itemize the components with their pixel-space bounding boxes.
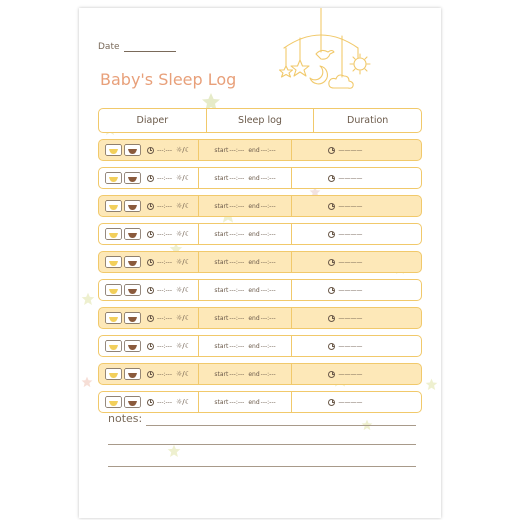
duration-blank: ————	[338, 398, 363, 406]
time-blank: ---:---	[157, 258, 173, 266]
dirty-diaper-icon	[124, 312, 141, 324]
notes-line[interactable]	[108, 466, 416, 467]
end-label: end	[248, 314, 260, 322]
dirty-diaper-icon	[124, 396, 141, 408]
clock-icon	[147, 343, 154, 350]
duration-blank: ————	[338, 370, 363, 378]
start-blank: ---:---	[229, 202, 245, 210]
dirty-diaper-icon	[124, 340, 141, 352]
table-row	[98, 139, 422, 161]
wet-diaper-icon	[105, 396, 122, 408]
end-blank: ---:---	[260, 286, 276, 294]
clock-icon	[147, 287, 154, 294]
start-blank: ---:---	[229, 370, 245, 378]
table-row	[98, 167, 422, 189]
start-blank: ---:---	[229, 314, 245, 322]
start-label: start	[214, 342, 229, 350]
start-blank: ---:---	[229, 230, 245, 238]
wet-diaper-icon	[105, 256, 122, 268]
sleep-log-cell[interactable]	[198, 168, 292, 188]
date-label: Date	[98, 42, 120, 52]
sleep-log-page	[79, 8, 441, 518]
start-blank: ---:---	[229, 258, 245, 266]
duration-blank: ————	[338, 146, 363, 154]
table-header	[98, 108, 422, 133]
time-blank: ---:---	[157, 230, 173, 238]
sleep-log-table	[98, 108, 422, 413]
page-title: Baby's Sleep Log	[100, 70, 237, 89]
duration-blank: ————	[338, 258, 363, 266]
clock-icon	[147, 259, 154, 266]
end-label: end	[248, 202, 260, 210]
sun-moon-icon: ☼/☾	[176, 314, 191, 322]
wet-diaper-icon	[105, 200, 122, 212]
dirty-diaper-icon	[124, 144, 141, 156]
duration-blank: ————	[338, 174, 363, 182]
table-row	[98, 363, 422, 385]
wet-diaper-icon	[105, 284, 122, 296]
baby-mobile-icon	[264, 8, 384, 94]
diaper-cell[interactable]	[99, 280, 198, 300]
wet-diaper-icon	[105, 228, 122, 240]
wet-diaper-icon	[105, 312, 122, 324]
header-sleep-log: Sleep log	[206, 109, 314, 132]
sleep-log-cell[interactable]	[198, 196, 292, 216]
table-row	[98, 307, 422, 329]
time-blank: ---:---	[157, 398, 173, 406]
sleep-log-cell[interactable]	[198, 280, 292, 300]
start-label: start	[214, 230, 229, 238]
dirty-diaper-icon	[124, 368, 141, 380]
end-label: end	[248, 286, 260, 294]
end-blank: ---:---	[260, 398, 276, 406]
clock-icon	[328, 203, 335, 210]
start-label: start	[214, 146, 229, 154]
duration-cell[interactable]	[291, 280, 421, 300]
dirty-diaper-icon	[124, 172, 141, 184]
clock-icon	[328, 315, 335, 322]
duration-cell[interactable]	[291, 308, 421, 328]
duration-cell[interactable]	[291, 224, 421, 244]
clock-icon	[147, 315, 154, 322]
end-blank: ---:---	[260, 230, 276, 238]
end-blank: ---:---	[260, 370, 276, 378]
clock-icon	[147, 147, 154, 154]
star-icon	[425, 378, 438, 391]
dirty-diaper-icon	[124, 256, 141, 268]
sun-moon-icon: ☼/☾	[176, 342, 191, 350]
clock-icon	[147, 231, 154, 238]
header-diaper: Diaper	[136, 115, 169, 126]
duration-blank: ————	[338, 314, 363, 322]
wet-diaper-icon	[105, 144, 122, 156]
wet-diaper-icon	[105, 368, 122, 380]
diaper-cell[interactable]	[99, 140, 198, 160]
sleep-log-cell[interactable]	[198, 140, 292, 160]
table-row	[98, 251, 422, 273]
end-blank: ---:---	[260, 146, 276, 154]
sleep-log-cell[interactable]	[198, 392, 292, 412]
duration-blank: ————	[338, 230, 363, 238]
time-blank: ---:---	[157, 286, 173, 294]
wet-diaper-icon	[105, 340, 122, 352]
time-blank: ---:---	[157, 342, 173, 350]
start-label: start	[214, 286, 229, 294]
start-blank: ---:---	[229, 342, 245, 350]
duration-cell[interactable]	[291, 168, 421, 188]
notes-label: notes:	[108, 412, 143, 425]
end-label: end	[248, 342, 260, 350]
clock-icon	[147, 203, 154, 210]
sun-moon-icon: ☼/☾	[176, 174, 191, 182]
notes-line[interactable]	[146, 425, 416, 426]
start-label: start	[214, 174, 229, 182]
sleep-log-cell[interactable]	[198, 308, 292, 328]
end-label: end	[248, 258, 260, 266]
diaper-cell[interactable]	[99, 392, 198, 412]
date-field[interactable]	[98, 42, 176, 52]
table-row	[98, 335, 422, 357]
time-blank: ---:---	[157, 174, 173, 182]
end-label: end	[248, 174, 260, 182]
duration-blank: ————	[338, 286, 363, 294]
header-duration: Duration	[313, 109, 421, 132]
dirty-diaper-icon	[124, 284, 141, 296]
sleep-log-cell[interactable]	[198, 252, 292, 272]
sun-moon-icon: ☼/☾	[176, 258, 191, 266]
clock-icon	[328, 399, 335, 406]
time-blank: ---:---	[157, 202, 173, 210]
notes-line[interactable]	[108, 444, 416, 445]
end-blank: ---:---	[260, 174, 276, 182]
end-label: end	[248, 146, 260, 154]
end-label: end	[248, 230, 260, 238]
sun-moon-icon: ☼/☾	[176, 230, 191, 238]
wet-diaper-icon	[105, 172, 122, 184]
diaper-cell[interactable]	[99, 308, 198, 328]
duration-cell[interactable]	[291, 336, 421, 356]
end-blank: ---:---	[260, 342, 276, 350]
duration-cell[interactable]	[291, 140, 421, 160]
clock-icon	[328, 287, 335, 294]
time-blank: ---:---	[157, 370, 173, 378]
start-label: start	[214, 370, 229, 378]
sun-moon-icon: ☼/☾	[176, 146, 191, 154]
sun-moon-icon: ☼/☾	[176, 398, 191, 406]
diaper-cell[interactable]	[99, 252, 198, 272]
time-blank: ---:---	[157, 146, 173, 154]
diaper-cell[interactable]	[99, 168, 198, 188]
start-blank: ---:---	[229, 286, 245, 294]
duration-cell[interactable]	[291, 196, 421, 216]
clock-icon	[147, 399, 154, 406]
star-icon	[167, 444, 181, 458]
table-row	[98, 279, 422, 301]
sleep-log-cell[interactable]	[198, 336, 292, 356]
sun-moon-icon: ☼/☾	[176, 202, 191, 210]
duration-cell[interactable]	[291, 364, 421, 384]
table-row	[98, 195, 422, 217]
start-label: start	[214, 202, 229, 210]
end-blank: ---:---	[260, 314, 276, 322]
clock-icon	[328, 231, 335, 238]
clock-icon	[147, 175, 154, 182]
clock-icon	[328, 343, 335, 350]
diaper-cell[interactable]	[99, 364, 198, 384]
end-label: end	[248, 370, 260, 378]
dirty-diaper-icon	[124, 228, 141, 240]
clock-icon	[328, 147, 335, 154]
star-icon	[81, 292, 95, 306]
dirty-diaper-icon	[124, 200, 141, 212]
clock-icon	[328, 371, 335, 378]
time-blank: ---:---	[157, 314, 173, 322]
duration-cell[interactable]	[291, 252, 421, 272]
table-row	[98, 391, 422, 413]
clock-icon	[328, 175, 335, 182]
duration-blank: ————	[338, 202, 363, 210]
start-blank: ---:---	[229, 146, 245, 154]
diaper-cell[interactable]	[99, 224, 198, 244]
clock-icon	[328, 259, 335, 266]
start-label: start	[214, 258, 229, 266]
start-blank: ---:---	[229, 398, 245, 406]
start-label: start	[214, 398, 229, 406]
end-label: end	[248, 398, 260, 406]
sleep-log-cell[interactable]	[198, 364, 292, 384]
table-row	[98, 223, 422, 245]
end-blank: ---:---	[260, 202, 276, 210]
star-icon	[81, 376, 93, 388]
clock-icon	[147, 371, 154, 378]
duration-cell[interactable]	[291, 392, 421, 412]
sun-moon-icon: ☼/☾	[176, 370, 191, 378]
start-label: start	[214, 314, 229, 322]
end-blank: ---:---	[260, 258, 276, 266]
sleep-log-cell[interactable]	[198, 224, 292, 244]
duration-blank: ————	[338, 342, 363, 350]
diaper-cell[interactable]	[99, 336, 198, 356]
start-blank: ---:---	[229, 174, 245, 182]
date-blank-line	[124, 42, 176, 52]
diaper-cell[interactable]	[99, 196, 198, 216]
sun-moon-icon: ☼/☾	[176, 286, 191, 294]
